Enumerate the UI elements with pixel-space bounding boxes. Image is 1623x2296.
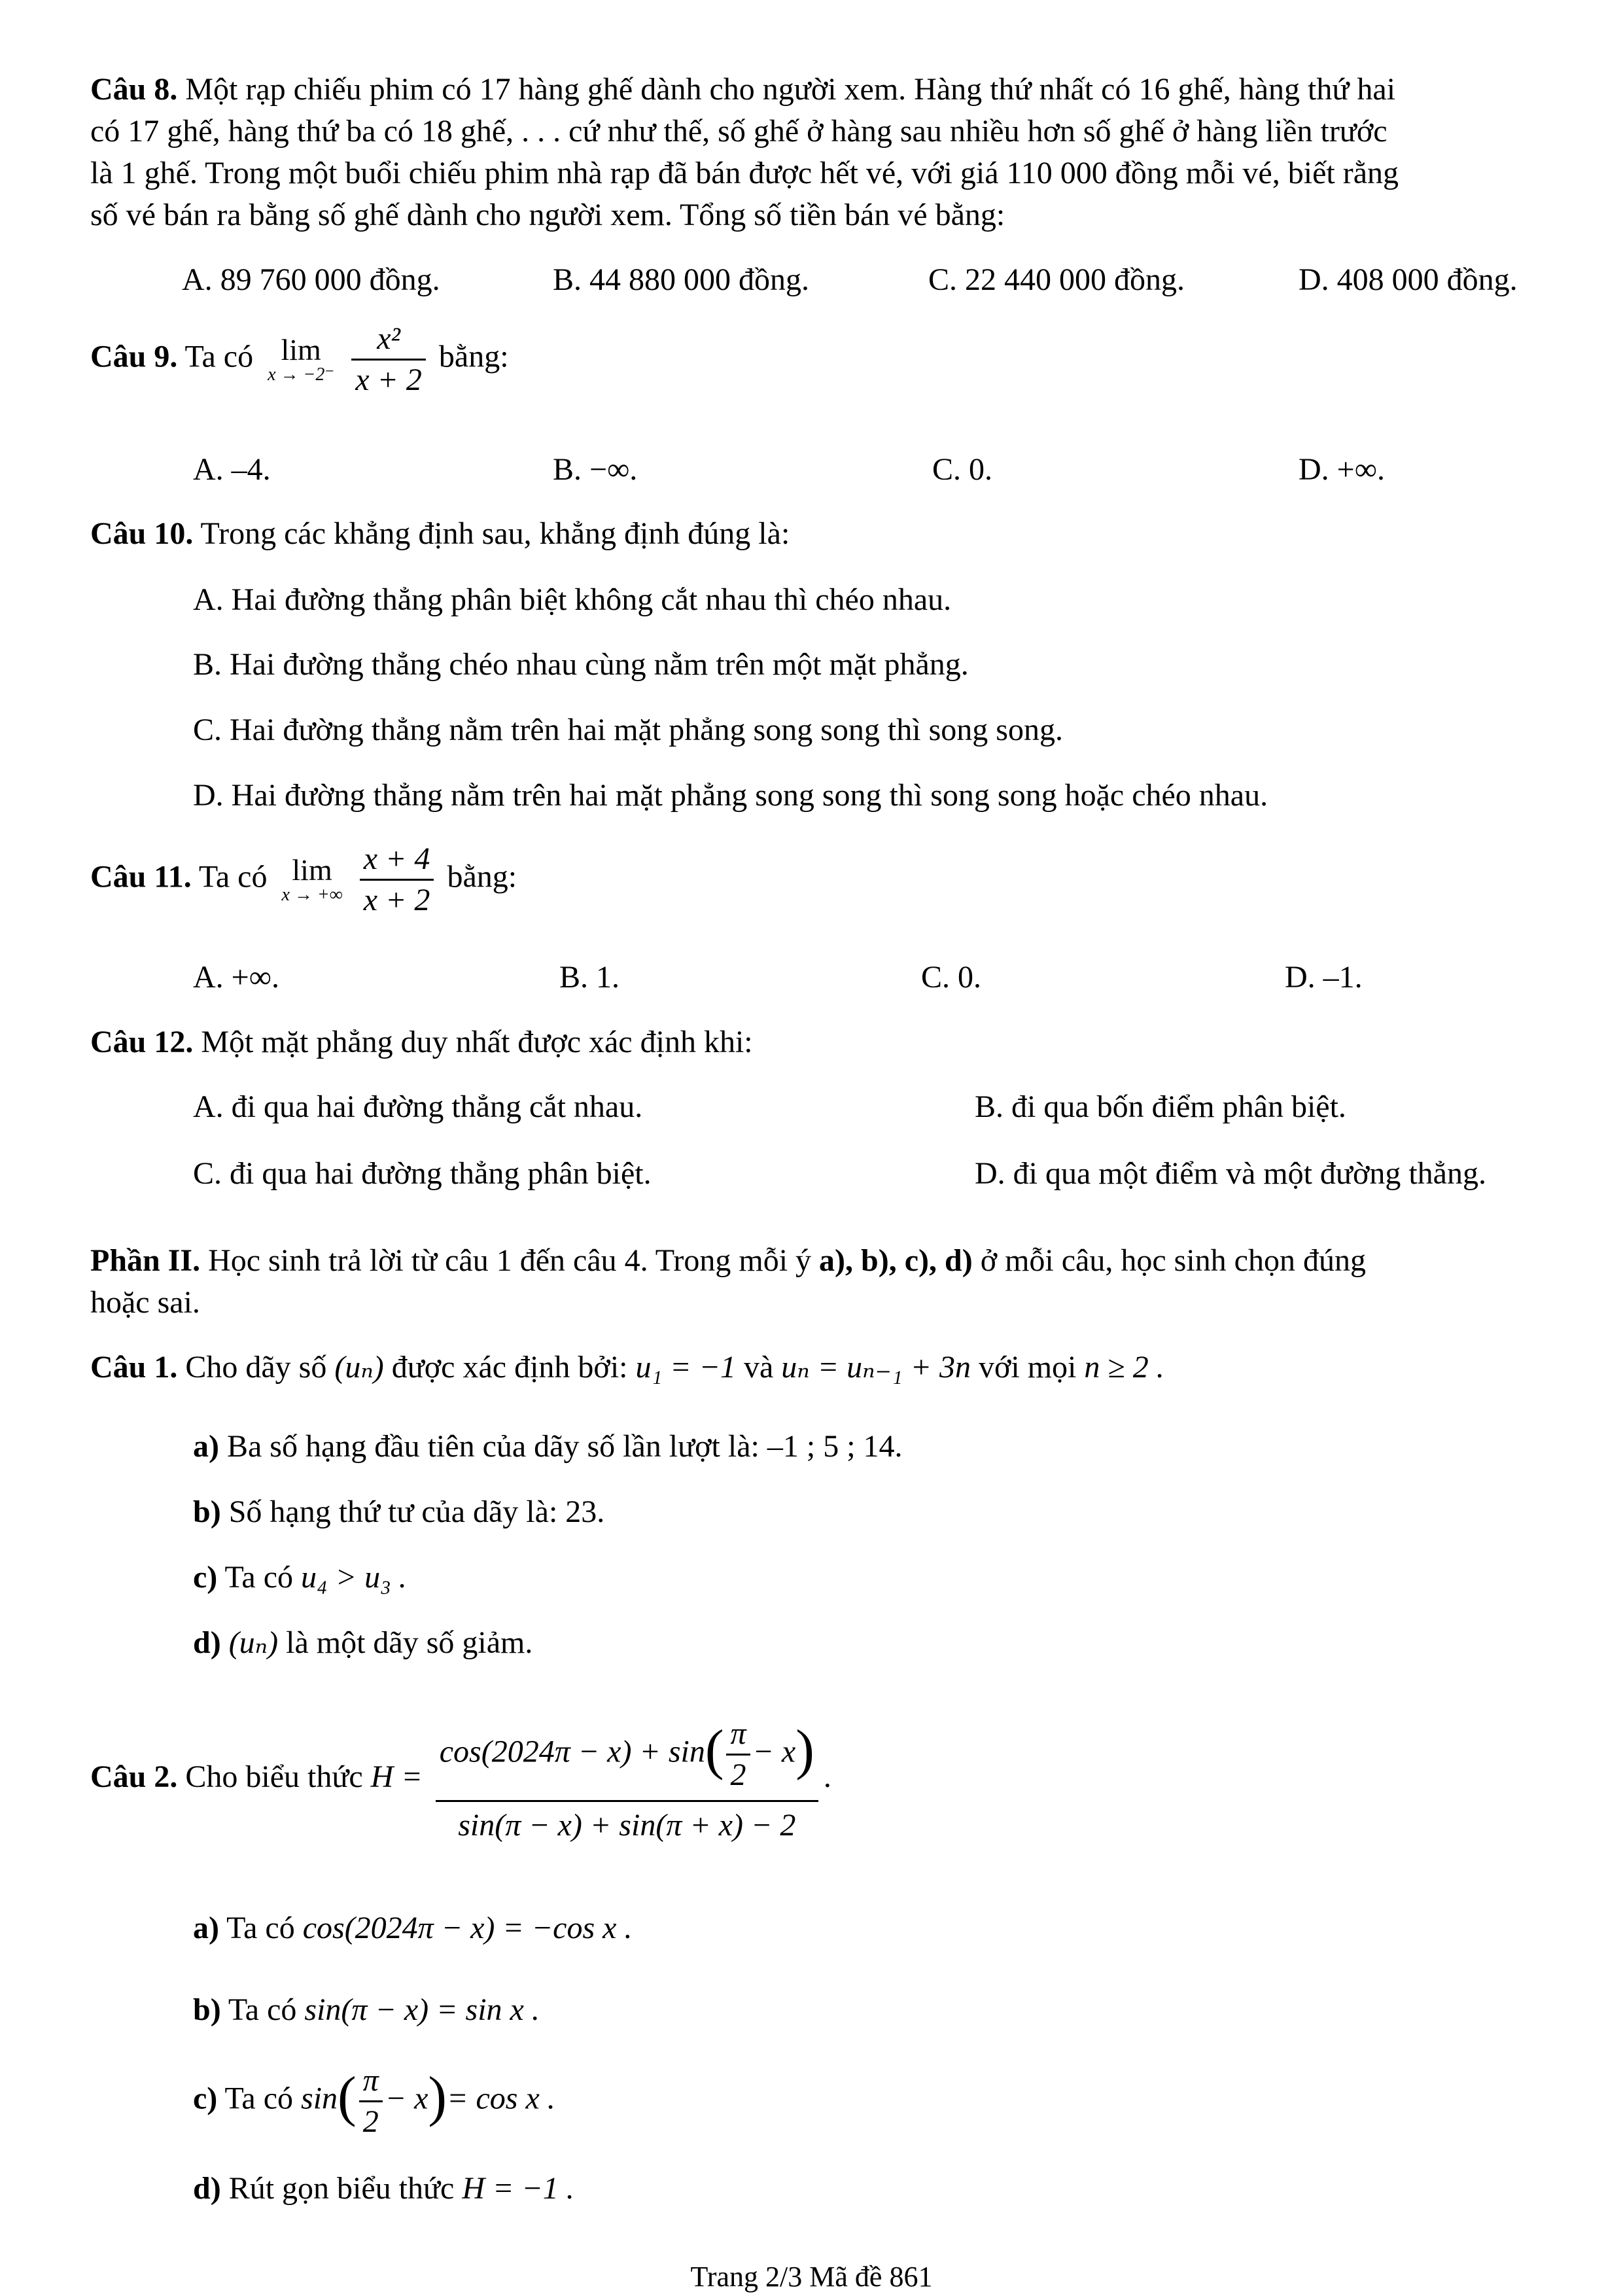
- q11-outro: bằng:: [447, 859, 517, 894]
- q9-limit: lim x → −2⁻: [268, 332, 335, 385]
- q8-option-c: C. 22 440 000 đồng.: [928, 262, 1185, 297]
- q10-option-c: C. Hai đường thẳng nằm trên hai mặt phẳng song song thì song song.: [193, 713, 1063, 747]
- q8-line-4: số vé bán ra bằng số ghế dành cho người xem. Tổng số tiền bán vé bằng:: [90, 198, 1005, 232]
- q8-stem: [90, 69, 1544, 236]
- q9-option-a: A. –4.: [193, 452, 271, 487]
- paren-open: (: [338, 2064, 357, 2128]
- p2q1-condition-2: uₙ = uₙ₋₁ + 3n: [781, 1350, 971, 1385]
- part2-instructions: Phần II. Học sinh trả lời từ câu 1 đến câu 4. Trong mỗi ý a), b), c), d) ở mỗi câu, học sinh chọn đúng hoặc sai.: [90, 1243, 1366, 1320]
- q10-stem: Câu 10. Trong các khẳng định sau, khẳng định đúng là:: [90, 516, 790, 551]
- p2q2-item-c-fraction: $\frac{\pi}{2}$: [359, 2061, 383, 2142]
- q9-stem: [90, 319, 509, 400]
- p2q1-item-a: a) Ba số hạng đầu tiên của dãy số lần lượt là: –1 ; 5 ; 14.: [193, 1429, 903, 1464]
- q12-stem: Câu 12. Một mặt phẳng duy nhất được xác định khi:: [90, 1025, 753, 1059]
- p2q1-item-d: d) (uₙ) là một dãy số giảm.: [193, 1625, 533, 1660]
- q11-intro: Ta có: [198, 859, 268, 894]
- p2q2-item-d: d) Rút gọn biểu thức H = −1 .: [193, 2171, 574, 2206]
- page-footer: Trang 2/3 Mã đề 861: [690, 2261, 933, 2293]
- part2-label: Phần II.: [90, 1243, 201, 1278]
- p2q2-item-c: c) Ta có sin( $\frac{\pi}{2}$ − x)= cos x .: [193, 2061, 555, 2142]
- p2q1-stem: Câu 1. Cho dãy số (uₙ) được xác định bởi: u₁ = −1 và uₙ = uₙ₋₁ + 3n với mọi n ≥ 2 .: [90, 1350, 1164, 1385]
- paren-close: ): [795, 1718, 814, 1781]
- q11-limit-sub: x → +∞: [281, 884, 343, 905]
- q11-option-d: D. –1.: [1285, 960, 1363, 995]
- q9-denominator: x + 2: [355, 362, 422, 397]
- q8-option-b: B. 44 880 000 đồng.: [553, 262, 810, 297]
- q11-label: Câu 11.: [90, 859, 192, 894]
- p2q2-numerator: cos(2024π − x) + sin( $\frac{\pi}{2}$ − x): [436, 1714, 818, 1802]
- q11-option-a: A. +∞.: [193, 960, 279, 995]
- q9-outro: bằng:: [438, 339, 509, 374]
- q8-label: Câu 8.: [90, 72, 178, 107]
- q10-option-b: B. Hai đường thẳng chéo nhau cùng nằm trên một mặt phẳng.: [193, 647, 969, 682]
- q9-intro: Ta có: [184, 339, 254, 374]
- p2q1-item-b: b) Số hạng thứ tư của dãy là: 23.: [193, 1494, 605, 1529]
- q9-option-d: D. +∞.: [1299, 452, 1385, 487]
- p2q2-stem: Câu 2. Cho biểu thức H = cos(2024π − x) + sin( $\frac{\pi}{2}$ − x) sin(π − x) + sin(π + x) − 2 .: [90, 1714, 831, 1845]
- q10-label: Câu 10.: [90, 516, 194, 551]
- paren-open: (: [705, 1718, 724, 1781]
- q9-option-b: B. −∞.: [553, 452, 638, 487]
- q12-option-d: D. đi qua một điểm và một đường thẳng.: [975, 1156, 1486, 1191]
- q11-numerator: x + 4: [360, 839, 434, 881]
- q12-option-b: B. đi qua bốn điểm phân biệt.: [975, 1089, 1346, 1124]
- p2q2-label: Câu 2.: [90, 1759, 178, 1795]
- q8-option-a: A. 89 760 000 đồng.: [182, 262, 440, 297]
- p2q2-denominator: sin(π − x) + sin(π + x) − 2: [458, 1808, 796, 1843]
- q10-option-d: D. Hai đường thẳng nằm trên hai mặt phẳng song song thì song song hoặc chéo nhau.: [193, 778, 1268, 813]
- q8-line-2: có 17 ghế, hàng thứ ba có 18 ghế, . . . cứ như thế, số ghế ở hàng sau nhiều hơn số ghế ở hàng liền trước: [90, 114, 1387, 149]
- q8-line-3: là 1 ghế. Trong một buổi chiếu phim nhà rạp đã bán được hết vé, với giá 110 000 đồng mỗi vé, biết rằng: [90, 156, 1399, 190]
- p2q2-lhs: H =: [370, 1759, 423, 1795]
- q12-option-c: C. đi qua hai đường thẳng phân biệt.: [193, 1156, 652, 1191]
- q8-option-d: D. 408 000 đồng.: [1299, 262, 1518, 297]
- q11-stem: [90, 839, 517, 920]
- p2q1-item-c: c) Ta có u₄ > u₃ .: [193, 1560, 407, 1595]
- p2q1-condition-1: u₁ = −1: [635, 1350, 736, 1385]
- q11-option-c: C. 0.: [921, 960, 982, 995]
- q10-option-a: A. Hai đường thẳng phân biệt không cắt nhau thì chéo nhau.: [193, 582, 952, 617]
- p2q2-item-b: b) Ta có sin(π − x) = sin x .: [193, 1992, 540, 2027]
- p2q2-fraction: [436, 1714, 818, 1845]
- q9-fraction: [351, 319, 426, 400]
- p2q1-sequence: (uₙ): [334, 1350, 384, 1385]
- q11-limit: lim x → +∞: [281, 853, 343, 905]
- q12-label: Câu 12.: [90, 1025, 194, 1059]
- p2q1-condition-3: n ≥ 2 .: [1084, 1350, 1164, 1385]
- q9-numerator: x²: [351, 319, 426, 361]
- p2q2-inner-fraction: $\frac{\pi}{2}$: [726, 1714, 750, 1795]
- q12-option-a: A. đi qua hai đường thẳng cắt nhau.: [193, 1089, 643, 1124]
- p2q2-item-a: a) Ta có cos(2024π − x) = −cos x .: [193, 1911, 633, 1945]
- q8-line-1: Một rạp chiếu phim có 17 hàng ghế dành cho người xem. Hàng thứ nhất có 16 ghế, hàng thứ hai: [185, 72, 1396, 107]
- q9-option-c: C. 0.: [932, 452, 993, 487]
- paren-close: ): [428, 2064, 447, 2128]
- q11-option-b: B. 1.: [559, 960, 620, 995]
- q9-limit-sub: x → −2⁻: [268, 364, 335, 385]
- q11-denominator: x + 2: [363, 883, 430, 917]
- q9-label: Câu 9.: [90, 339, 178, 374]
- p2q1-label: Câu 1.: [90, 1350, 178, 1385]
- q11-fraction: [360, 839, 434, 920]
